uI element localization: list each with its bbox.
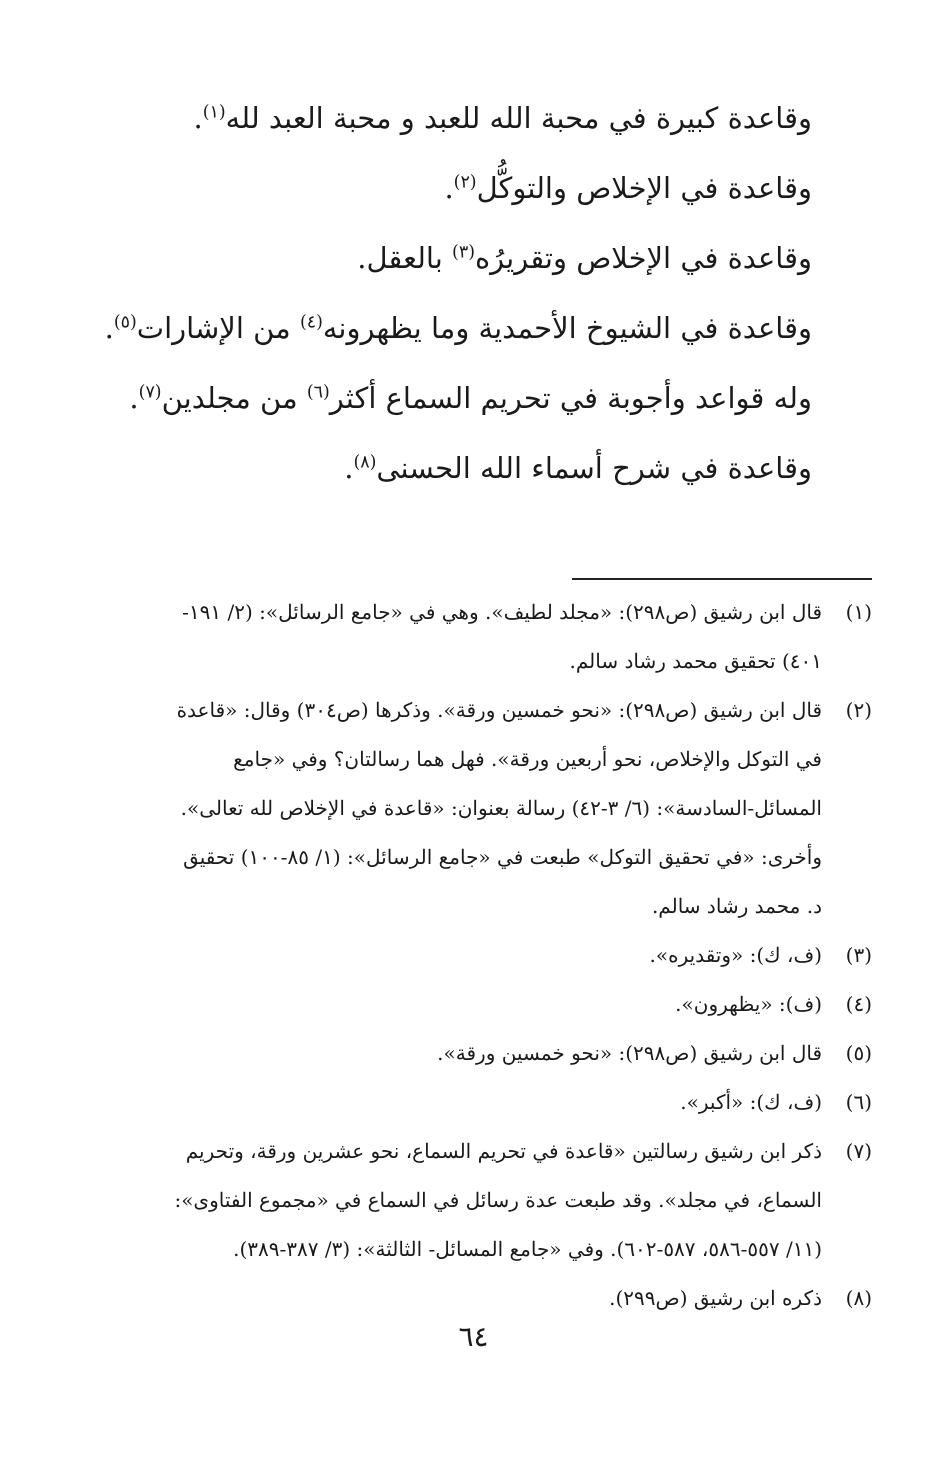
- footnote-line: وأخرى: «في تحقيق التوكل» طبعت في «جامع الرسائل»: (١/ ٨٥-١٠٠) تحقيق: [183, 845, 822, 869]
- footnote-line: المسائل-السادسة»: (٦/ ٣-٤٢) رسالة بعنوان: «قاعدة في الإخلاص لله تعالى».: [180, 796, 822, 820]
- footnote-text: [72, 941, 822, 969]
- footnote-divider: [572, 578, 872, 580]
- footnote-line: قال ابن رشيق (ص٢٩٨): «نحو خمسين ورقة».: [437, 1041, 822, 1065]
- footnote-1: [72, 598, 872, 675]
- footnote-ref[interactable]: (٤): [299, 312, 323, 333]
- footnote-text: [72, 1284, 822, 1312]
- footnote-number: (٥): [845, 1041, 872, 1065]
- main-text: [104, 100, 812, 520]
- footnote-ref[interactable]: (٥): [113, 312, 137, 333]
- footnote-7: [72, 1137, 872, 1263]
- footnote-line: ذكره ابن رشيق (ص٢٩٩).: [609, 1286, 822, 1310]
- main-line-6: وقاعدة في شرح أسماء الله الحسنى$^{(٨)}$.: [344, 451, 812, 485]
- footnote-line: في التوكل والإخلاص، نحو أربعين ورقة». فهل هما رسالتان؟ وفي «جامع: [233, 747, 822, 771]
- main-line-5: وله قواعد وأجوبة في تحريم السماع أكثر$^{(٦)}$ من مجلدين$^{(٧)}$.: [129, 381, 812, 415]
- page-number: ٦٤: [458, 1320, 489, 1353]
- main-line-3: وقاعدة في الإخلاص وتقريرُه$^{(٣)}$ بالعقل.: [357, 241, 812, 275]
- footnote-number: (٣): [845, 943, 872, 967]
- footnote-line: (١١/ ٥٥٧-٥٨٦، ٥٨٧-٦٠٢). وفي «جامع المسائل- الثالثة»: (٣/ ٣٨٧-٣٨٩).: [233, 1237, 822, 1261]
- footnote-number: (٨): [845, 1286, 872, 1310]
- footnote-line: د. محمد رشاد سالم.: [651, 894, 822, 918]
- footnote-number: (٧): [845, 1139, 872, 1163]
- footnote-2: [72, 696, 872, 920]
- footnote-text: [72, 696, 822, 920]
- footnote-text: [72, 598, 822, 675]
- footnote-line: ٤٠١) تحقيق محمد رشاد سالم.: [569, 649, 822, 673]
- footnote-4: [72, 990, 872, 1018]
- footnote-ref[interactable]: (٨): [353, 452, 377, 473]
- footnote-number: (١): [845, 600, 872, 624]
- footnotes: [72, 598, 872, 1333]
- footnote-ref[interactable]: (٢): [453, 172, 477, 193]
- footnote-5: [72, 1039, 872, 1067]
- footnote-line: (ف): «يظهرون».: [675, 992, 822, 1016]
- footnote-line: (ف، ك): «أكبر».: [680, 1090, 822, 1114]
- footnote-ref[interactable]: (٣): [452, 242, 475, 263]
- footnote-number: (٢): [845, 698, 872, 722]
- footnote-3: [72, 941, 872, 969]
- footnote-line: ذكر ابن رشيق رسالتين «قاعدة في تحريم السماع، نحو عشرين ورقة، وتحريم: [185, 1139, 822, 1163]
- main-line-2: وقاعدة في الإخلاص والتوكُّل$^{(٢)}$.: [444, 171, 812, 205]
- footnote-number: (٤): [845, 992, 872, 1016]
- footnote-text: [72, 1088, 822, 1116]
- main-line-1: وقاعدة كبيرة في محبة الله للعبد و محبة العبد لله$^{(١)}$.: [193, 101, 812, 135]
- footnote-text: [72, 1039, 822, 1067]
- footnote-text: [72, 1137, 822, 1263]
- footnote-ref[interactable]: (٦): [306, 382, 330, 403]
- footnote-line: قال ابن رشيق (ص٢٩٨): «نحو خمسين ورقة». وذكرها (ص٣٠٤) وقال: «قاعدة: [176, 698, 822, 722]
- main-line-4: وقاعدة في الشيوخ الأحمدية وما يظهرونه$^{(٤)}$ من الإشارات$^{(٥)}$.: [104, 311, 812, 345]
- footnote-number: (٦): [845, 1090, 872, 1114]
- footnote-ref[interactable]: (١): [202, 102, 226, 123]
- footnote-text: [72, 990, 822, 1018]
- footnote-line: (ف، ك): «وتقديره».: [649, 943, 822, 967]
- footnote-line: السماع، في مجلد». وقد طبعت عدة رسائل في السماع في «مجموع الفتاوى»:: [174, 1188, 822, 1212]
- footnote-6: [72, 1088, 872, 1116]
- footnote-ref[interactable]: (٧): [138, 382, 162, 403]
- footnote-line: قال ابن رشيق (ص٢٩٨): «مجلد لطيف». وهي في «جامع الرسائل»: (٢/ ١٩١-: [182, 600, 822, 624]
- footnote-8: [72, 1284, 872, 1312]
